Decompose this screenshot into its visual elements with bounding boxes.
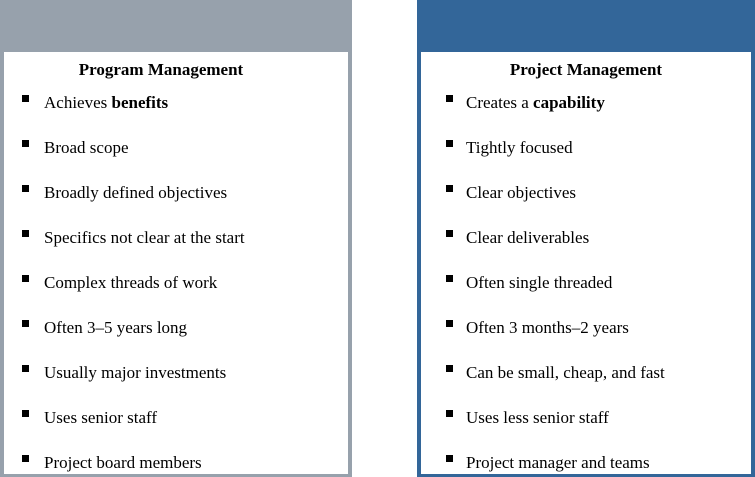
square-bullet-icon <box>446 410 453 417</box>
item-text: Creates a <box>466 93 534 112</box>
square-bullet-icon <box>22 320 29 327</box>
item-text: Specifics not clear at the start <box>44 228 245 247</box>
item-text: Often 3–5 years long <box>44 318 188 337</box>
item-text: Often single threaded <box>466 273 613 292</box>
item-text: Clear objectives <box>466 183 576 202</box>
list-item <box>4 408 348 453</box>
item-text: Can be small, cheap, and fast <box>466 363 665 382</box>
item-text: Broadly defined objectives <box>44 183 228 202</box>
list-item <box>421 318 751 363</box>
square-bullet-icon <box>22 140 29 147</box>
item-emphasis: capability <box>533 93 605 112</box>
item-text: Broad scope <box>44 138 129 157</box>
item-text: Tightly focused <box>466 138 573 157</box>
list-item <box>4 363 348 408</box>
list-item <box>4 273 348 318</box>
square-bullet-icon <box>446 95 453 102</box>
list-item <box>421 408 751 453</box>
square-bullet-icon <box>22 410 29 417</box>
program-management-list <box>4 93 348 474</box>
item-emphasis: benefits <box>111 93 169 112</box>
square-bullet-icon <box>22 95 29 102</box>
list-item <box>421 93 751 138</box>
list-item <box>4 318 348 363</box>
square-bullet-icon <box>446 365 453 372</box>
project-management-list <box>421 93 751 474</box>
square-bullet-icon <box>446 140 453 147</box>
item-text: Project board members <box>44 453 202 472</box>
program-management-box <box>4 52 348 474</box>
square-bullet-icon <box>446 275 453 282</box>
item-text: Complex threads of work <box>44 273 218 292</box>
list-item <box>4 453 348 474</box>
project-management-box <box>421 52 751 474</box>
item-text: Uses less senior staff <box>466 408 609 427</box>
list-item <box>4 228 348 273</box>
list-item <box>4 93 348 138</box>
square-bullet-icon <box>446 185 453 192</box>
list-item <box>421 183 751 228</box>
project-management-panel <box>417 0 755 477</box>
square-bullet-icon <box>22 185 29 192</box>
list-item <box>421 273 751 318</box>
item-text: Clear deliverables <box>466 228 590 247</box>
list-item <box>421 453 751 474</box>
project-management-title: Project Management <box>509 60 663 79</box>
square-bullet-icon <box>446 230 453 237</box>
square-bullet-icon <box>446 455 453 462</box>
list-item <box>421 363 751 408</box>
list-item <box>421 228 751 273</box>
program-management-panel <box>0 0 352 477</box>
item-text: Achieves <box>44 93 112 112</box>
square-bullet-icon <box>22 365 29 372</box>
square-bullet-icon <box>22 230 29 237</box>
item-text: Uses senior staff <box>44 408 157 427</box>
item-text: Project manager and teams <box>466 453 650 472</box>
square-bullet-icon <box>22 275 29 282</box>
program-management-title: Program Management <box>78 60 244 79</box>
list-item <box>4 138 348 183</box>
item-text: Usually major investments <box>44 363 227 382</box>
square-bullet-icon <box>446 320 453 327</box>
list-item <box>421 138 751 183</box>
square-bullet-icon <box>22 455 29 462</box>
list-item <box>4 183 348 228</box>
item-text: Often 3 months–2 years <box>466 318 629 337</box>
